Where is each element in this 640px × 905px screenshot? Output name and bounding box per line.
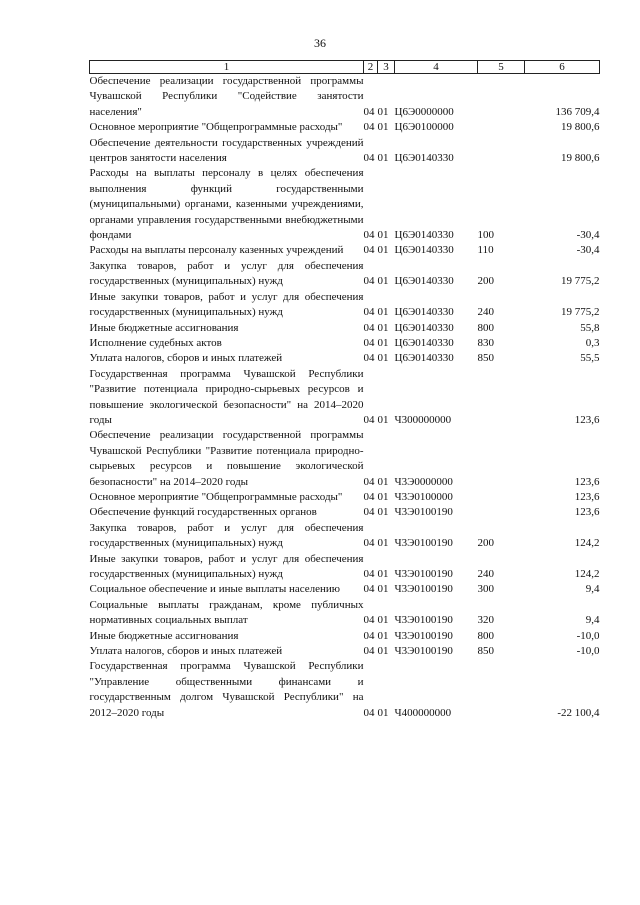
row-amount: 19 775,2 <box>561 275 600 288</box>
table-row <box>90 120 600 135</box>
row-amount: 123,6 <box>574 413 600 426</box>
row-amount: 19 775,2 <box>561 306 600 319</box>
row-amount: 124,2 <box>574 568 600 580</box>
row-section: 04 <box>363 583 375 596</box>
row-target-article: Ц6Э0140330 <box>394 152 454 165</box>
row-amount: 0,3 <box>585 336 600 349</box>
table-row <box>90 490 600 505</box>
table-row <box>90 552 600 583</box>
row-name: Расходы на выплаты персоналу казенных учреждений <box>89 244 344 257</box>
row-section: 04 <box>363 706 375 719</box>
row-subsection: 01 <box>377 506 389 519</box>
page-number: 36 <box>314 36 326 50</box>
column-number-row <box>90 61 600 74</box>
column-number-5: 5 <box>478 61 525 74</box>
table-row <box>90 136 600 167</box>
row-name: Иные закупки товаров, работ и услуг для обеспечения государственных (муниципальных) нужд <box>89 290 364 319</box>
row-expense-type <box>478 659 525 721</box>
column-number-4: 4 <box>395 61 478 74</box>
row-amount: 123,6 <box>574 475 600 488</box>
table-row <box>90 659 600 721</box>
table-row <box>90 428 600 490</box>
row-subsection: 01 <box>377 244 389 257</box>
row-subsection: 01 <box>377 583 389 596</box>
row-expense-type: 800 <box>477 629 494 642</box>
row-subsection: 01 <box>377 568 389 580</box>
row-expense-type: 200 <box>477 275 494 288</box>
row-subsection: 01 <box>377 352 389 365</box>
row-expense-type: 240 <box>477 306 494 319</box>
table-row <box>90 367 600 429</box>
row-amount: 136 709,4 <box>555 105 600 118</box>
row-subsection: 01 <box>377 490 389 503</box>
row-expense-type <box>478 136 525 167</box>
table-row <box>90 629 600 644</box>
row-amount: -10,0 <box>576 645 600 658</box>
row-amount: 19 800,6 <box>561 152 600 165</box>
table-row <box>90 582 600 597</box>
row-subsection: 01 <box>377 152 389 165</box>
row-expense-type: 110 <box>477 244 494 257</box>
row-target-article: Ц6Э0140330 <box>394 321 454 334</box>
row-section: 04 <box>363 568 375 580</box>
row-section: 04 <box>363 413 375 426</box>
row-expense-type: 100 <box>477 229 494 242</box>
row-target-article: Ч3Э0100000 <box>394 490 453 503</box>
row-expense-type: 850 <box>477 352 494 365</box>
row-subsection: 01 <box>377 321 389 334</box>
row-expense-type: 240 <box>477 568 494 580</box>
row-section: 04 <box>363 306 375 319</box>
table-row <box>90 259 600 290</box>
row-subsection: 01 <box>377 121 389 134</box>
row-section: 04 <box>363 275 375 288</box>
row-target-article: Ч300000000 <box>394 413 452 426</box>
table-row <box>90 505 600 520</box>
row-name: Государственная программа Чувашской Республики "Развитие потенциала природно-сырьевых ресурсов и повышение экологической безопасности" на 2014–2020 годы <box>89 367 364 426</box>
table-row <box>90 598 600 629</box>
row-expense-type: 300 <box>477 583 494 596</box>
row-name: Закупка товаров, работ и услуг для обеспечения государственных (муниципальных) нужд <box>89 521 364 550</box>
row-section: 04 <box>363 336 375 349</box>
row-subsection: 01 <box>377 336 389 349</box>
row-amount: -30,4 <box>576 229 600 242</box>
row-subsection: 01 <box>377 475 389 488</box>
row-expense-type <box>478 505 525 520</box>
row-expense-type <box>478 367 525 429</box>
row-target-article: Ц6Э0140330 <box>394 306 454 319</box>
row-expense-type: 830 <box>477 336 494 349</box>
row-name: Основное мероприятие "Общепрограммные расходы" <box>89 490 343 503</box>
row-target-article: Ц6Э0000000 <box>394 105 454 118</box>
row-name: Уплата налогов, сборов и иных платежей <box>89 645 283 658</box>
row-section: 04 <box>363 352 375 365</box>
row-section: 04 <box>363 244 375 257</box>
row-expense-type: 850 <box>477 645 494 658</box>
row-section: 04 <box>363 629 375 642</box>
table-row <box>90 644 600 659</box>
row-section: 04 <box>363 506 375 519</box>
row-name: Обеспечение реализации государственной программы Чувашской Республики "Развитие потенциала природно-сырьевых ресурсов и повышение экологической безопасности" на 2014–2020 годы <box>89 429 364 488</box>
row-subsection: 01 <box>377 537 389 550</box>
table-row <box>90 166 600 243</box>
row-amount: -30,4 <box>576 244 600 257</box>
row-amount: 9,4 <box>585 583 600 596</box>
row-target-article: Ч3Э0100190 <box>394 583 453 596</box>
row-section: 04 <box>363 614 375 627</box>
row-section: 04 <box>363 537 375 550</box>
row-amount: 9,4 <box>585 614 600 627</box>
row-subsection: 01 <box>377 413 389 426</box>
row-target-article: Ч3Э0100190 <box>394 568 453 580</box>
row-name: Расходы на выплаты персоналу в целях обеспечения выполнения функций государственными (муниципальными) органами, казенными учреждениями, органами управления государственными внебюджетными фондами <box>89 167 364 242</box>
row-name: Государственная программа Чувашской Республики "Управление общественными финансами и государственным долгом Чувашской Республики" на 2012–2020 годы <box>89 660 364 719</box>
row-amount: 123,6 <box>574 490 600 503</box>
row-section: 04 <box>363 229 375 242</box>
row-expense-type <box>478 490 525 505</box>
table-row <box>90 351 600 366</box>
row-expense-type: 200 <box>477 537 494 550</box>
row-expense-type <box>478 74 525 121</box>
row-subsection: 01 <box>377 275 389 288</box>
row-subsection: 01 <box>377 229 389 242</box>
row-expense-type: 320 <box>477 614 494 627</box>
row-amount: 19 800,6 <box>561 121 600 134</box>
table-row <box>90 243 600 258</box>
row-amount: 124,2 <box>574 537 600 550</box>
row-section: 04 <box>363 121 375 134</box>
row-expense-type <box>478 428 525 490</box>
row-expense-type: 800 <box>477 321 494 334</box>
row-target-article: Ч3Э0100190 <box>394 506 453 519</box>
table-row <box>90 521 600 552</box>
row-name: Исполнение судебных актов <box>89 336 222 349</box>
row-section: 04 <box>363 152 375 165</box>
table-body <box>90 74 600 722</box>
row-name: Уплата налогов, сборов и иных платежей <box>89 352 283 365</box>
row-subsection: 01 <box>377 706 389 719</box>
row-section: 04 <box>363 490 375 503</box>
row-target-article: Ч400000000 <box>394 706 452 719</box>
row-amount: -22 100,4 <box>557 706 600 719</box>
table-row <box>90 336 600 351</box>
row-name: Обеспечение реализации государственной программы Чувашской Республики "Содействие занятости населения" <box>89 75 364 118</box>
row-target-article: Ч3Э0100190 <box>394 537 453 550</box>
row-section: 04 <box>363 475 375 488</box>
row-target-article: Ц6Э0140330 <box>394 275 454 288</box>
row-subsection: 01 <box>377 629 389 642</box>
row-name: Иные закупки товаров, работ и услуг для обеспечения государственных (муниципальных) нужд <box>89 552 364 580</box>
row-section: 04 <box>363 321 375 334</box>
column-number-1: 1 <box>90 61 364 74</box>
table-header <box>90 61 600 74</box>
row-subsection: 01 <box>377 306 389 319</box>
row-name: Иные бюджетные ассигнования <box>89 629 239 642</box>
row-name: Социальное обеспечение и иные выплаты населению <box>89 583 341 596</box>
row-amount: 123,6 <box>574 506 600 519</box>
budget-table <box>89 60 600 721</box>
table-row <box>90 321 600 336</box>
row-name: Основное мероприятие "Общепрограммные расходы" <box>89 121 343 134</box>
row-target-article: Ц6Э0140330 <box>394 352 454 365</box>
row-target-article: Ц6Э0140330 <box>394 229 454 242</box>
table-row <box>90 74 600 121</box>
row-subsection: 01 <box>377 105 389 118</box>
row-section: 04 <box>363 105 375 118</box>
column-number-3: 3 <box>378 61 395 74</box>
row-section: 04 <box>363 645 375 658</box>
row-amount: -10,0 <box>576 629 600 642</box>
row-target-article: Ц6Э0140330 <box>394 244 454 257</box>
row-target-article: Ч3Э0100190 <box>394 645 453 658</box>
row-target-article: Ч3Э0000000 <box>394 475 453 488</box>
row-target-article: Ч3Э0100190 <box>394 629 453 642</box>
row-subsection: 01 <box>377 645 389 658</box>
row-name: Иные бюджетные ассигнования <box>89 321 239 334</box>
row-expense-type <box>478 120 525 135</box>
row-name: Обеспечение деятельности государственных учреждений центров занятости населения <box>89 136 364 165</box>
table-row <box>90 290 600 321</box>
row-name: Обеспечение функций государственных органов <box>89 506 317 519</box>
row-amount: 55,5 <box>580 352 600 365</box>
row-target-article: Ц6Э0140330 <box>394 336 454 349</box>
row-subsection: 01 <box>377 614 389 627</box>
row-amount: 55,8 <box>580 321 600 334</box>
row-name: Социальные выплаты гражданам, кроме публичных нормативных социальных выплат <box>89 598 364 627</box>
row-name: Закупка товаров, работ и услуг для обеспечения государственных (муниципальных) нужд <box>89 259 364 288</box>
column-number-2: 2 <box>364 61 378 74</box>
row-target-article: Ч3Э0100190 <box>394 614 453 627</box>
row-target-article: Ц6Э0100000 <box>394 121 454 134</box>
column-number-6: 6 <box>525 61 600 74</box>
